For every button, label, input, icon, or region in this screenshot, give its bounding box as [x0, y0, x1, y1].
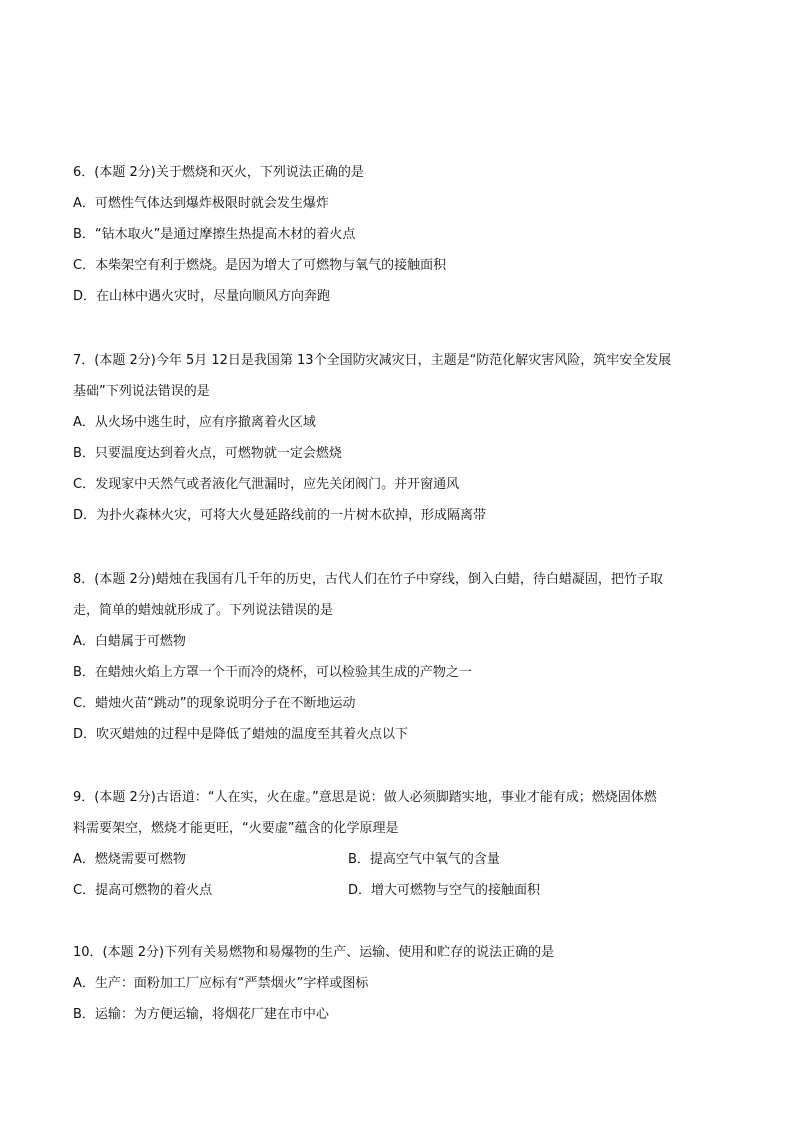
option-a: A．可燃性气体达到爆炸极限时就会发生爆炸 [73, 196, 329, 211]
option-b: B．“钻木取火”是通过摩擦生热提高木材的着火点 [73, 227, 356, 242]
option-b: B．在蜡烛火焰上方罩一个干而冷的烧杯，可以检验其生成的产物之一 [73, 665, 472, 680]
question-stem: 8．(本题 2分)蜡烛在我国有几千年的历史，古代人们在竹子中穿线，倒入白蜡，待白蜡凝固，把竹子取 [73, 572, 663, 587]
question-6 [73, 157, 723, 312]
option-c: C．提高可燃物的着火点 [73, 883, 213, 898]
question-stem: 7．(本题 2分)今年 5月 12日是我国第 13个全国防灾减灾日，主题是“防范化解灾害风险，筑牢安全发展 [73, 353, 672, 368]
option-c: C．发现家中天然气或者液化气泄漏时，应先关闭阀门。并开窗通风 [73, 477, 460, 492]
option-a: A．生产：面粉加工厂应标有“严禁烟火”字样或图标 [73, 976, 369, 991]
question-stem: 9．(本题 2分)古语道：“人在实，火在虚。”意思是说：做人必须脚踏实地，事业才能有成；燃烧固体燃 [73, 790, 657, 805]
options-grid [73, 844, 723, 906]
question-stem-continued: 走，简单的蜡烛就形成了。下列说法错误的是 [73, 603, 334, 618]
option-a: A．燃烧需要可燃物 [73, 852, 186, 867]
question-stem-continued: 基础”下列说法错误的是 [73, 384, 210, 399]
question-9 [73, 782, 723, 906]
question-stem: 10．(本题 2分)下列有关易燃物和易爆物的生产、运输、使用和贮存的说法正确的是 [73, 945, 555, 960]
question-stem-continued: 料需要架空，燃烧才能更旺，“火要虚”蕴含的化学原理是 [73, 821, 399, 836]
option-c: C．蜡烛火苗“跳动”的现象说明分子在不断地运动 [73, 696, 356, 711]
option-d: D．增大可燃物与空气的接触面积 [348, 883, 541, 898]
option-a: A．从火场中逃生时，应有序撤离着火区域 [73, 415, 316, 430]
option-b: B．只要温度达到着火点，可燃物就一定会燃烧 [73, 446, 342, 461]
option-b: B．提高空气中氧气的含量 [348, 852, 500, 867]
option-d: D．在山林中遇火灾时，尽量向顺风方向奔跑 [73, 289, 331, 304]
question-stem: 6．(本题 2分)关于燃烧和灭火，下列说法正确的是 [73, 165, 364, 180]
option-b: B．运输：为方便运输，将烟花厂建在市中心 [73, 1007, 329, 1022]
question-10 [73, 937, 723, 1030]
option-c: C．本柴架空有利于燃烧。是因为增大了可燃物与氧气的接触面积 [73, 258, 447, 273]
question-7 [73, 345, 723, 531]
option-d: D．吹灭蜡烛的过程中是降低了蜡烛的温度至其着火点以下 [73, 727, 409, 742]
option-a: A．白蜡属于可燃物 [73, 634, 186, 649]
option-d: D．为扑火森林火灾，可将大火曼延路线前的一片树木砍掉，形成隔离带 [73, 508, 487, 523]
question-8 [73, 564, 723, 750]
